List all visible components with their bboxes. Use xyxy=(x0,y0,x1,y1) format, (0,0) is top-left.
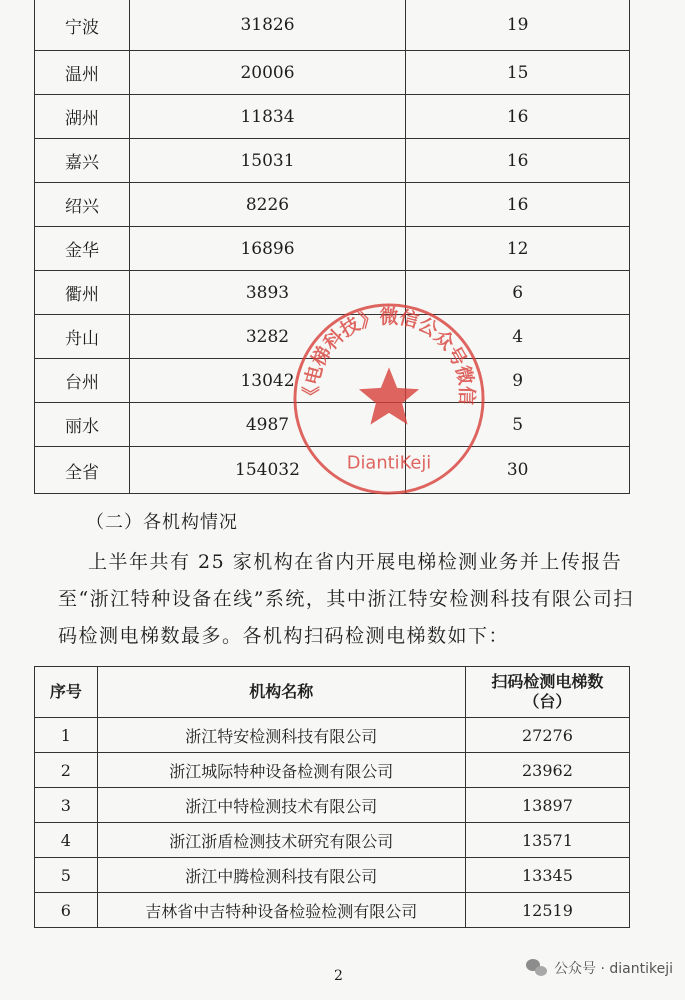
city-table xyxy=(34,0,630,494)
org-table-header xyxy=(35,667,630,718)
org-row xyxy=(35,823,630,858)
org-count-cell: 6 xyxy=(406,271,630,315)
city-row xyxy=(35,403,630,447)
count-cell: 20006 xyxy=(129,51,406,95)
org-name-cell: 吉林省中吉特种设备检验检测有限公司 xyxy=(97,893,465,928)
org-row xyxy=(35,858,630,893)
city-row xyxy=(35,227,630,271)
count-cell: 13042 xyxy=(129,359,406,403)
org-count-cell: 27276 xyxy=(465,718,629,753)
city-cell: 丽水 xyxy=(35,403,130,447)
city-row xyxy=(35,95,630,139)
org-table xyxy=(34,666,630,928)
seal-center-text: DiantiKeji xyxy=(346,452,432,474)
count-cell: 4987 xyxy=(129,403,406,447)
header-count-line2: （台） xyxy=(523,692,572,711)
org-no-cell: 1 xyxy=(35,718,98,753)
org-name-cell: 浙江城际特种设备检测有限公司 xyxy=(97,753,465,788)
city-row xyxy=(35,0,630,51)
org-no-cell: 5 xyxy=(35,858,98,893)
org-count-cell: 12 xyxy=(406,227,630,271)
city-row xyxy=(35,447,630,494)
city-row xyxy=(35,183,630,227)
watermark xyxy=(526,958,673,978)
org-count-cell: 13345 xyxy=(465,858,629,893)
org-count-cell: 19 xyxy=(406,0,630,51)
city-row xyxy=(35,139,630,183)
count-cell: 11834 xyxy=(129,95,406,139)
city-row xyxy=(35,271,630,315)
city-cell: 绍兴 xyxy=(35,183,130,227)
city-cell: 衢州 xyxy=(35,271,130,315)
watermark-text: 公众号 · diantikeji xyxy=(554,961,673,977)
city-row xyxy=(35,315,630,359)
city-cell: 全省 xyxy=(35,447,130,494)
org-count-cell: 13897 xyxy=(465,788,629,823)
section-heading: （二）各机构情况 xyxy=(86,512,238,533)
city-cell: 嘉兴 xyxy=(35,139,130,183)
org-count-cell: 16 xyxy=(406,183,630,227)
count-cell: 16896 xyxy=(129,227,406,271)
org-count-cell: 30 xyxy=(406,447,630,494)
wechat-icon xyxy=(526,959,548,977)
header-name: 机构名称 xyxy=(97,667,465,718)
org-name-cell: 浙江中腾检测科技有限公司 xyxy=(97,858,465,893)
org-row xyxy=(35,893,630,928)
org-no-cell: 2 xyxy=(35,753,98,788)
org-count-cell: 16 xyxy=(406,139,630,183)
city-cell: 宁波 xyxy=(35,0,130,51)
org-row xyxy=(35,718,630,753)
count-cell: 31826 xyxy=(129,0,406,51)
count-cell: 154032 xyxy=(129,447,406,494)
city-row xyxy=(35,51,630,95)
org-row xyxy=(35,753,630,788)
org-no-cell: 3 xyxy=(35,788,98,823)
org-no-cell: 4 xyxy=(35,823,98,858)
org-name-cell: 浙江特安检测科技有限公司 xyxy=(97,718,465,753)
count-cell: 15031 xyxy=(129,139,406,183)
org-count-cell: 4 xyxy=(406,315,630,359)
header-no: 序号 xyxy=(35,667,98,718)
city-row xyxy=(35,359,630,403)
header-count-line1: 扫码检测电梯数 xyxy=(491,672,604,691)
org-count-cell: 9 xyxy=(406,359,630,403)
org-row xyxy=(35,788,630,823)
city-cell: 舟山 xyxy=(35,315,130,359)
org-name-cell: 浙江中特检测技术有限公司 xyxy=(97,788,465,823)
section-paragraph: 上半年共有 25 家机构在省内开展电梯检测业务并上传报告至“浙江特种设备在线”系统，其中浙江特安检测科技有限公司扫码检测电梯数最多。各机构扫码检测电梯数如下： xyxy=(58,551,634,647)
seal-arc-textpath: 《电梯科技》微信公众号微信 xyxy=(301,306,477,406)
count-cell: 3282 xyxy=(129,315,406,359)
org-count-cell: 5 xyxy=(406,403,630,447)
page-number: 2 xyxy=(334,968,343,984)
city-cell: 金华 xyxy=(35,227,130,271)
org-count-cell: 12519 xyxy=(465,893,629,928)
city-cell: 湖州 xyxy=(35,95,130,139)
city-cell: 台州 xyxy=(35,359,130,403)
org-count-cell: 13571 xyxy=(465,823,629,858)
org-count-cell: 16 xyxy=(406,95,630,139)
city-cell: 温州 xyxy=(35,51,130,95)
org-count-cell: 23962 xyxy=(465,753,629,788)
org-name-cell: 浙江浙盾检测技术研究有限公司 xyxy=(97,823,465,858)
header-count xyxy=(465,667,629,718)
org-no-cell: 6 xyxy=(35,893,98,928)
org-count-cell: 15 xyxy=(406,51,630,95)
count-cell: 3893 xyxy=(129,271,406,315)
count-cell: 8226 xyxy=(129,183,406,227)
